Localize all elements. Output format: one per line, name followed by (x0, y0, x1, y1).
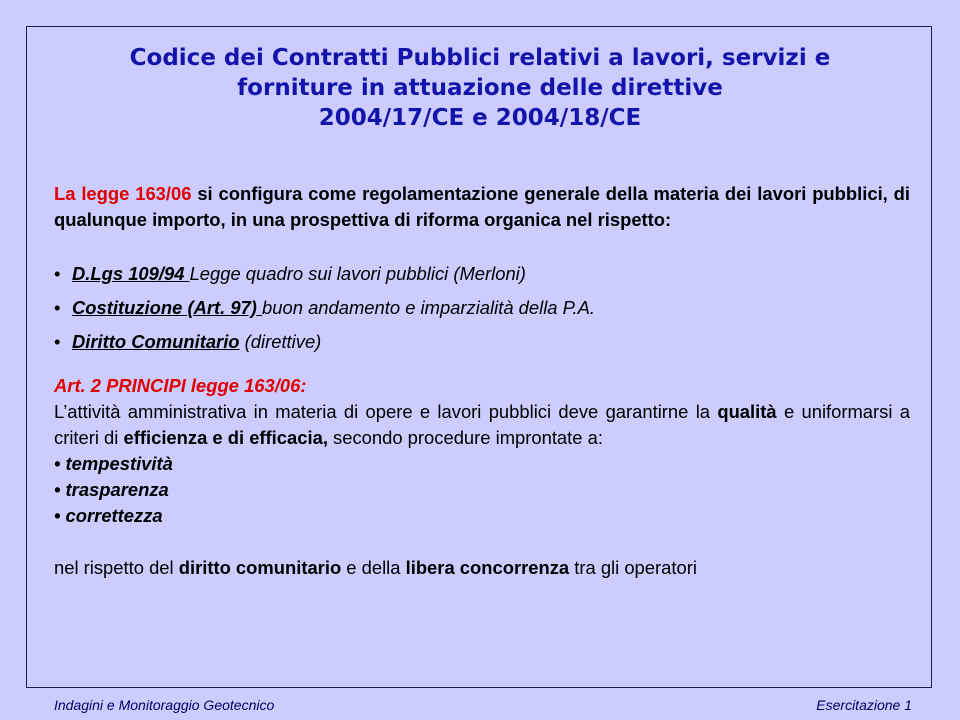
principle-item: • correttezza (54, 505, 163, 526)
reference-desc: buon andamento e imparzialità della P.A. (262, 297, 595, 318)
bullet: • (54, 297, 61, 318)
closing-text: nel rispetto del (54, 557, 179, 578)
bullet: • (54, 263, 61, 284)
intro-rest: si configura come regolamentazione generale della materia dei lavori pubblici, di qualunque importo, in una prospettiva di riforma organica nel rispetto: (54, 183, 910, 230)
closing-text: e della (341, 557, 406, 578)
intro-lead: La legge 163/06 (54, 183, 192, 204)
slide-title (30, 43, 930, 133)
reference-list (54, 257, 910, 359)
article-text: L’attività amministrativa in materia di opere e lavori pubblici deve garantirne la (54, 401, 718, 422)
slide-body (54, 181, 910, 581)
reference-link[interactable]: Costituzione (Art. 97) (72, 297, 263, 318)
article-emphasis: efficienza e di efficacia, (123, 427, 328, 448)
closing-emphasis: diritto comunitario (178, 557, 342, 578)
principle-item: • trasparenza (54, 479, 169, 500)
article-text: e uniformarsi a criteri di (54, 401, 910, 448)
footer-course: Indagini e Monitoraggio Geotecnico (54, 697, 275, 713)
reference-link[interactable]: D.Lgs 109/94 (72, 263, 190, 284)
intro-paragraph (54, 181, 910, 233)
title-line-1: Codice dei Contratti Pubblici relativi a lavori, servizi e (129, 45, 831, 71)
article-text: secondo procedure improntate a: (327, 427, 603, 448)
article-emphasis: qualità (717, 401, 777, 422)
title-line-3: 2004/17/CE e 2004/18/CE (318, 105, 642, 131)
closing-emphasis: libera concorrenza (405, 557, 570, 578)
bullet: • (54, 331, 61, 352)
closing-text: tra gli operatori (569, 557, 697, 578)
footer-exercise: Esercitazione 1 (816, 697, 912, 713)
principle-item: • tempestività (54, 453, 173, 474)
reference-item (54, 257, 910, 291)
principles-list (54, 451, 910, 529)
closing-sentence (54, 555, 910, 581)
reference-link[interactable]: Diritto Comunitario (72, 331, 240, 352)
reference-item (54, 325, 910, 359)
article-heading: Art. 2 PRINCIPI legge 163/06: (54, 375, 307, 396)
title-line-2: forniture in attuazione delle direttive (237, 75, 723, 101)
reference-desc: Legge quadro sui lavori pubblici (Merloni) (189, 263, 526, 284)
reference-item (54, 291, 910, 325)
article-paragraph (54, 399, 910, 451)
reference-desc: (direttive) (239, 331, 322, 352)
